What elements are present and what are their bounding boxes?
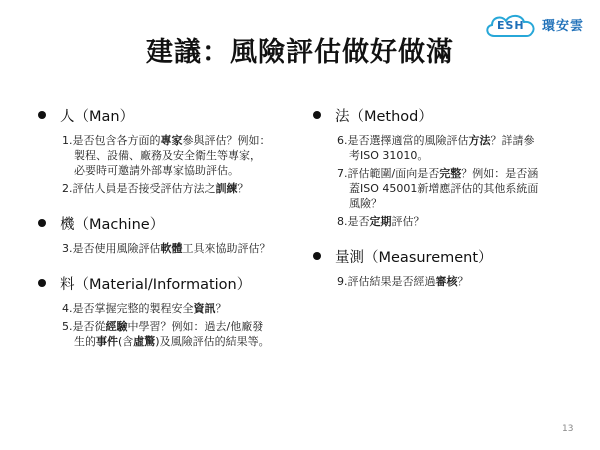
item-text: ？詳請參 xyxy=(490,134,535,147)
item-text: 2.評估人員是否接受評估方法之 xyxy=(62,182,216,195)
item-line xyxy=(337,196,583,211)
emphasis-text: 專家 xyxy=(160,134,183,147)
section-heading-text: 料（Material/Information） xyxy=(60,276,252,293)
section-heading xyxy=(38,212,308,234)
emphasis-text: 完整 xyxy=(439,167,462,180)
emphasis-text: 訓練 xyxy=(215,182,238,195)
item-text: ？ xyxy=(215,302,227,315)
item-line xyxy=(62,334,308,349)
right-column xyxy=(313,104,583,305)
emphasis-text: 經驗 xyxy=(105,320,128,333)
list-item xyxy=(337,274,583,289)
item-text: 7.評估範圍/面向是否 xyxy=(337,167,440,180)
bullet-icon xyxy=(38,279,46,287)
item-text: 生的 xyxy=(74,335,96,348)
item-line xyxy=(62,241,308,256)
item-line xyxy=(337,148,583,163)
page-title: 建議：風險評估做好做滿 xyxy=(146,37,454,68)
item-line xyxy=(337,214,583,229)
item-line xyxy=(62,148,308,163)
item-text: 工具來協助評估？ xyxy=(182,242,271,255)
item-text: ？ xyxy=(237,182,249,195)
emphasis-text: 軟體 xyxy=(160,242,183,255)
list-item xyxy=(62,319,308,349)
item-text: 評估？ xyxy=(391,215,425,228)
list-item xyxy=(62,241,308,256)
item-text: 風險？ xyxy=(349,197,382,210)
section xyxy=(38,272,308,349)
list-item xyxy=(62,133,308,178)
list-item xyxy=(337,133,583,163)
list-item xyxy=(337,166,583,211)
item-text: 6.是否選擇適當的風險評估 xyxy=(337,134,469,147)
item-text: 蓋ISO 45001新增應評估的其他系統面 xyxy=(349,182,539,195)
item-line xyxy=(337,166,583,181)
item-text: 製程、設備、廠務及安全衛生等專家， xyxy=(74,149,261,162)
list-item xyxy=(62,301,308,316)
item-text: ？ xyxy=(457,275,469,288)
section-heading xyxy=(313,245,583,267)
bullet-icon xyxy=(38,219,46,227)
item-text: 4.是否掌握完整的製程安全 xyxy=(62,302,194,315)
emphasis-text: 方法 xyxy=(468,134,491,147)
item-text: ？例如：是否涵 xyxy=(461,167,539,180)
item-text: 3.是否使用風險評估 xyxy=(62,242,161,255)
item-text: 9.評估結果是否經過 xyxy=(337,275,436,288)
item-line xyxy=(62,163,308,178)
page-number: 13 xyxy=(562,424,574,434)
section-heading-text: 機（Machine） xyxy=(60,216,165,233)
item-line xyxy=(337,181,583,196)
list-item xyxy=(62,181,308,196)
item-text: 考ISO 31010。 xyxy=(349,149,429,162)
list-item xyxy=(337,214,583,229)
section xyxy=(38,212,308,256)
bullet-icon xyxy=(313,252,321,260)
section xyxy=(38,104,308,196)
item-text: 5.是否從 xyxy=(62,320,106,333)
item-text: 8.是否 xyxy=(337,215,370,228)
item-text: )及風險評估的結果等。 xyxy=(155,335,270,348)
section-heading-text: 人（Man） xyxy=(60,108,135,125)
section xyxy=(313,104,583,229)
item-line xyxy=(62,133,308,148)
item-text: (含 xyxy=(118,335,134,348)
section xyxy=(313,245,583,289)
item-line xyxy=(337,274,583,289)
item-list xyxy=(38,301,308,349)
item-line xyxy=(62,301,308,316)
emphasis-text: 資訊 xyxy=(193,302,216,315)
item-list xyxy=(38,133,308,196)
item-list xyxy=(38,241,308,256)
item-text: 1.是否包含各方面的 xyxy=(62,134,161,147)
item-line xyxy=(337,133,583,148)
emphasis-text: 事件 xyxy=(96,335,118,348)
item-list xyxy=(313,133,583,229)
section-heading xyxy=(38,104,308,126)
logo-name: 環安雲 xyxy=(542,19,585,34)
item-list xyxy=(313,274,583,289)
section-heading xyxy=(313,104,583,126)
item-line xyxy=(62,181,308,196)
section-heading-text: 法（Method） xyxy=(335,108,433,125)
item-text: 參與評估？例如： xyxy=(182,134,271,147)
section-heading xyxy=(38,272,308,294)
bullet-icon xyxy=(38,111,46,119)
item-line xyxy=(62,319,308,334)
item-text: 必要時可邀請外部專家協助評估。 xyxy=(74,164,239,177)
left-column xyxy=(38,104,308,365)
emphasis-text: 定期 xyxy=(369,215,392,228)
bullet-icon xyxy=(313,111,321,119)
emphasis-text: 虛驚 xyxy=(133,335,156,348)
section-heading-text: 量測（Measurement） xyxy=(335,249,493,266)
item-text: 中學習？例如：過去/他廠發 xyxy=(127,320,264,333)
logo-badge: ESH xyxy=(497,19,525,32)
emphasis-text: 審核 xyxy=(435,275,458,288)
